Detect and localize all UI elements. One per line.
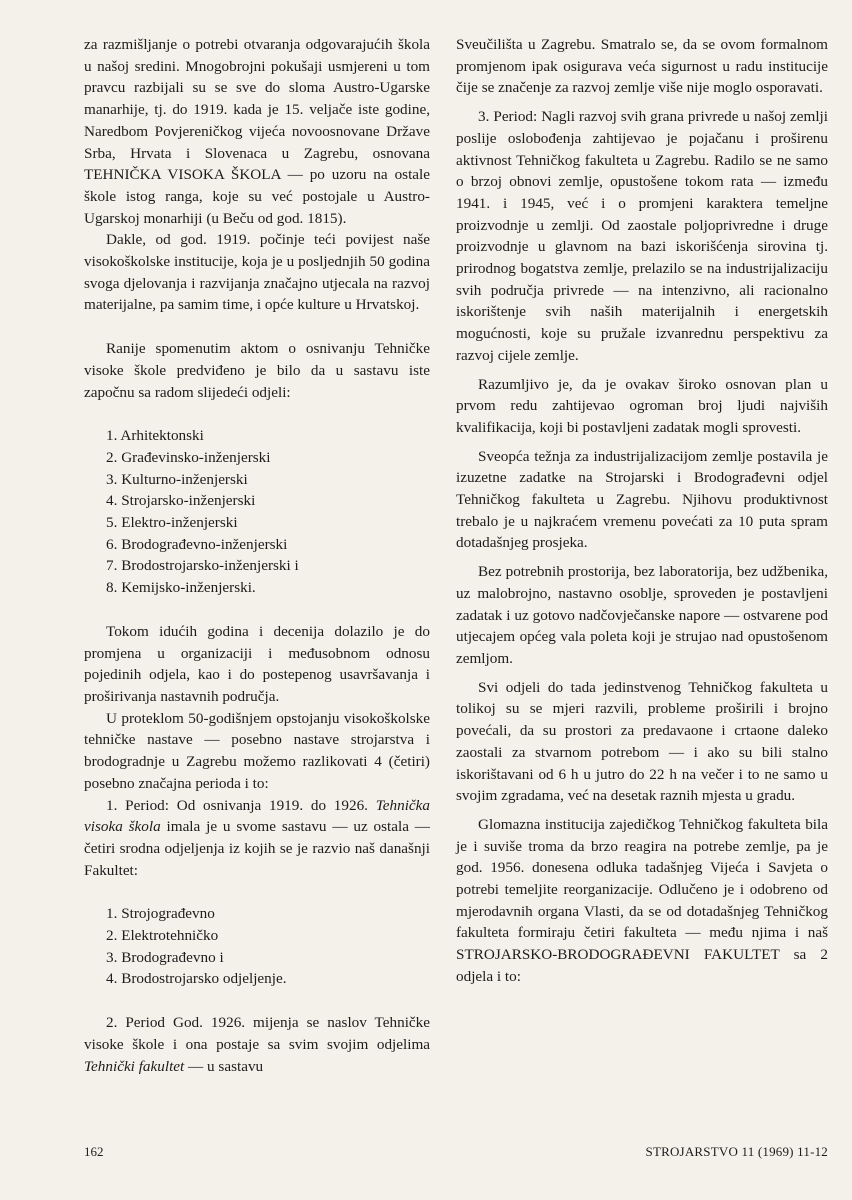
paragraph: Bez potrebnih prostorija, bez laboratorija, bez udžbenika, uz malobrojno, nastavno osoblje, sproveden je postavljeni zadatak i uz gotovo nadčovječanske napore — ostvarene pod utjecajem općeg vala poleta koji je strujao nad opustošenom zemljom. bbox=[456, 563, 828, 667]
left-column bbox=[84, 34, 430, 1077]
paragraph: U proteklom 50-godišnjem opstojanju visokoškolske tehničke nastave — posebno nastave strojarstva i brodogradnje u Zagrebu možemo razlikovati 4 (četiri) posebno značajna perioda i to: bbox=[84, 709, 430, 792]
paragraph: Sveučilišta u Zagrebu. Smatralo se, da se ovom formalnom promjenom ipak osigurava veća sigurnost u radu institucije čije se značenje za razvoj zemlje više nije moglo osporavati. bbox=[456, 36, 828, 97]
journal-citation: STROJARSTVO 11 (1969) 11-12 bbox=[645, 1144, 828, 1159]
list-item: 4. Strojarsko-inženjerski bbox=[106, 492, 256, 510]
list-item: 2. Elektrotehničko bbox=[106, 927, 219, 945]
list-item: 1. Strojograđevno bbox=[106, 905, 215, 923]
text-run: 2. Period God. 1926. mijenja se naslov Tehničke visoke škole i ona postaje sa svim svojim odjelima bbox=[84, 1014, 430, 1053]
list-item: 4. Brodostrojarsko odjeljenje. bbox=[106, 970, 287, 988]
emphasis-text: Tehnička visoka škola bbox=[84, 796, 430, 836]
paragraph: Ranije spomenutim aktom o osnivanju Tehničke visoke škole predviđeno je bilo da u sastavu iste započnu sa radom slijedeći odjeli: bbox=[84, 340, 430, 401]
list-item: 5. Elektro-inženjerski bbox=[106, 514, 238, 532]
paragraph bbox=[84, 1012, 430, 1077]
paragraph: za razmišljanje o potrebi otvaranja odgovarajućih škola u našoj sredini. Mnogobrojni pokušaji usmjereni u tom pravcu razbijali su se sve do sloma Austro-Ugarske manarhije, tj. do 1919. kada je 15. veljače iste godine, Naredbom Povjereničkog vijeća novoosnovane Države Srba, Hrvata i Slovenaca u Zagrebu, osnovana TEHNIČKA VISOKA ŠKOLA — po uzoru na ostale škole istog ranga, koje su već postojale u Austro-Ugarskoj monarhiji (u Beču od god. 1815). bbox=[84, 36, 430, 227]
paragraph: Razumljivo je, da je ovakav široko osnovan plan u prvom redu zahtijevao ogroman broj ljudi najviših kvalifikacija, koji bi postavljeni zadatak mogli sprovesti. bbox=[456, 375, 828, 436]
department-list bbox=[84, 425, 430, 599]
paragraph: 3. Period: Nagli razvoj svih grana privrede u našoj zemlji poslije oslobođenja zahtijevao je pojačanu i proširenu aktivnost Tehničkog fakulteta u Zagrebu. Radilo se ne samo o brzoj obnovi zemlje, opustošene tokom rata — između 1941. i 1945, već i o promjeni karaktera temeljne proizvodnje u zemlji. Od zaostale poljoprivredne i druge proizvodnje u glavnom na bazi iskorišćenja sirovina tj. prirodnog bogatstva zemlje, prelazilo se na industrijalizaciju svih područja privrede — na intenzivno, ali racionalno iskorištenje svih naših materijalnih i energetskih mogućnosti, koje su pružale izvanrednu perspektivu za razvoj cijele zemlje. bbox=[456, 108, 828, 364]
paragraph: Sveopća težnja za industrijalizacijom zemlje postavila je izuzetne zadatke na Strojarski i Brodograđevni odjel Tehničkog fakulteta u Zagrebu. Njihovu produktivnost trebalo je u najkraćem vremenu povećati za 10 puta spram dotadašnjeg prosjeka. bbox=[456, 447, 828, 552]
list-item: 6. Brodograđevno-inženjerski bbox=[106, 535, 288, 553]
paragraph: Dakle, od god. 1919. počinje teći povijest naše visokoškolske institucije, koja je u posljednjih 50 godina svoga djelovanja i razvijanja značajno utjecala na razvoj materijalne, pa samim time, i opće kulture u Hrvatskoj. bbox=[84, 231, 430, 314]
list-item: 2. Građevinsko-inženjerski bbox=[106, 448, 271, 466]
page-number: 162 bbox=[84, 1144, 104, 1159]
paragraph: Glomazna institucija zajedičkog Tehničkog fakulteta bila je i suviše troma da brzo reagira na potrebe zemlje, pa je god. 1956. donesena odluka tadašnjeg Vijeća i Savjeta o potrebi temeljite reorganizacije. Odlučeno je i odobreno od mjerodavnih organa Vlasti, da se od dotadašnjeg Tehničkog fakulteta formiraju četiri fakulteta — među njima i naš STROJARSKO-BRODOGRAĐEVNI FAKULTET sa 2 odjela i to: bbox=[456, 815, 828, 985]
list-item: 3. Kulturno-inženjerski bbox=[106, 470, 248, 488]
list-item: 7. Brodostrojarsko-inženjerski i bbox=[106, 557, 299, 575]
text-run: 1. Period: Od osnivanja 1919. do 1926. bbox=[106, 796, 376, 814]
paragraph bbox=[84, 795, 430, 882]
right-column bbox=[456, 34, 828, 988]
list-item: 3. Brodograđevno i bbox=[106, 948, 224, 966]
list-item: 1. Arhitektonski bbox=[106, 427, 204, 445]
department-list bbox=[84, 903, 430, 990]
emphasis-text: Tehnički fakultet bbox=[84, 1057, 185, 1075]
paragraph: Tokom idućih godina i decenija dolazilo je do promjena u organizaciji i međusobnom odnosu pojedinih odjela, kao i do postepenog usavršavanja i proširivanja nastavnih područja. bbox=[84, 622, 430, 705]
text-run: — u sastavu bbox=[184, 1057, 264, 1075]
text-run: imala je u svome sastavu — uz ostala — četiri srodna odjeljenja iz kojih se je razvio naš današnji Fakultet: bbox=[84, 818, 430, 879]
list-item: 8. Kemijsko-inženjerski. bbox=[106, 579, 256, 597]
paragraph: Svi odjeli do tada jedinstvenog Tehničkog fakulteta u tolikoj su se mjeri razvili, probleme proširili i brojno povećali, da su prostori za predavaone i crtaone daleko zaostali za stvarnom potrebom — i ako su bili stalno iskorištavani od 6 h u jutro do 22 h na večer i to ne samo u svojim zgradama, već na desetak raznih mjesta u gradu. bbox=[456, 678, 828, 805]
